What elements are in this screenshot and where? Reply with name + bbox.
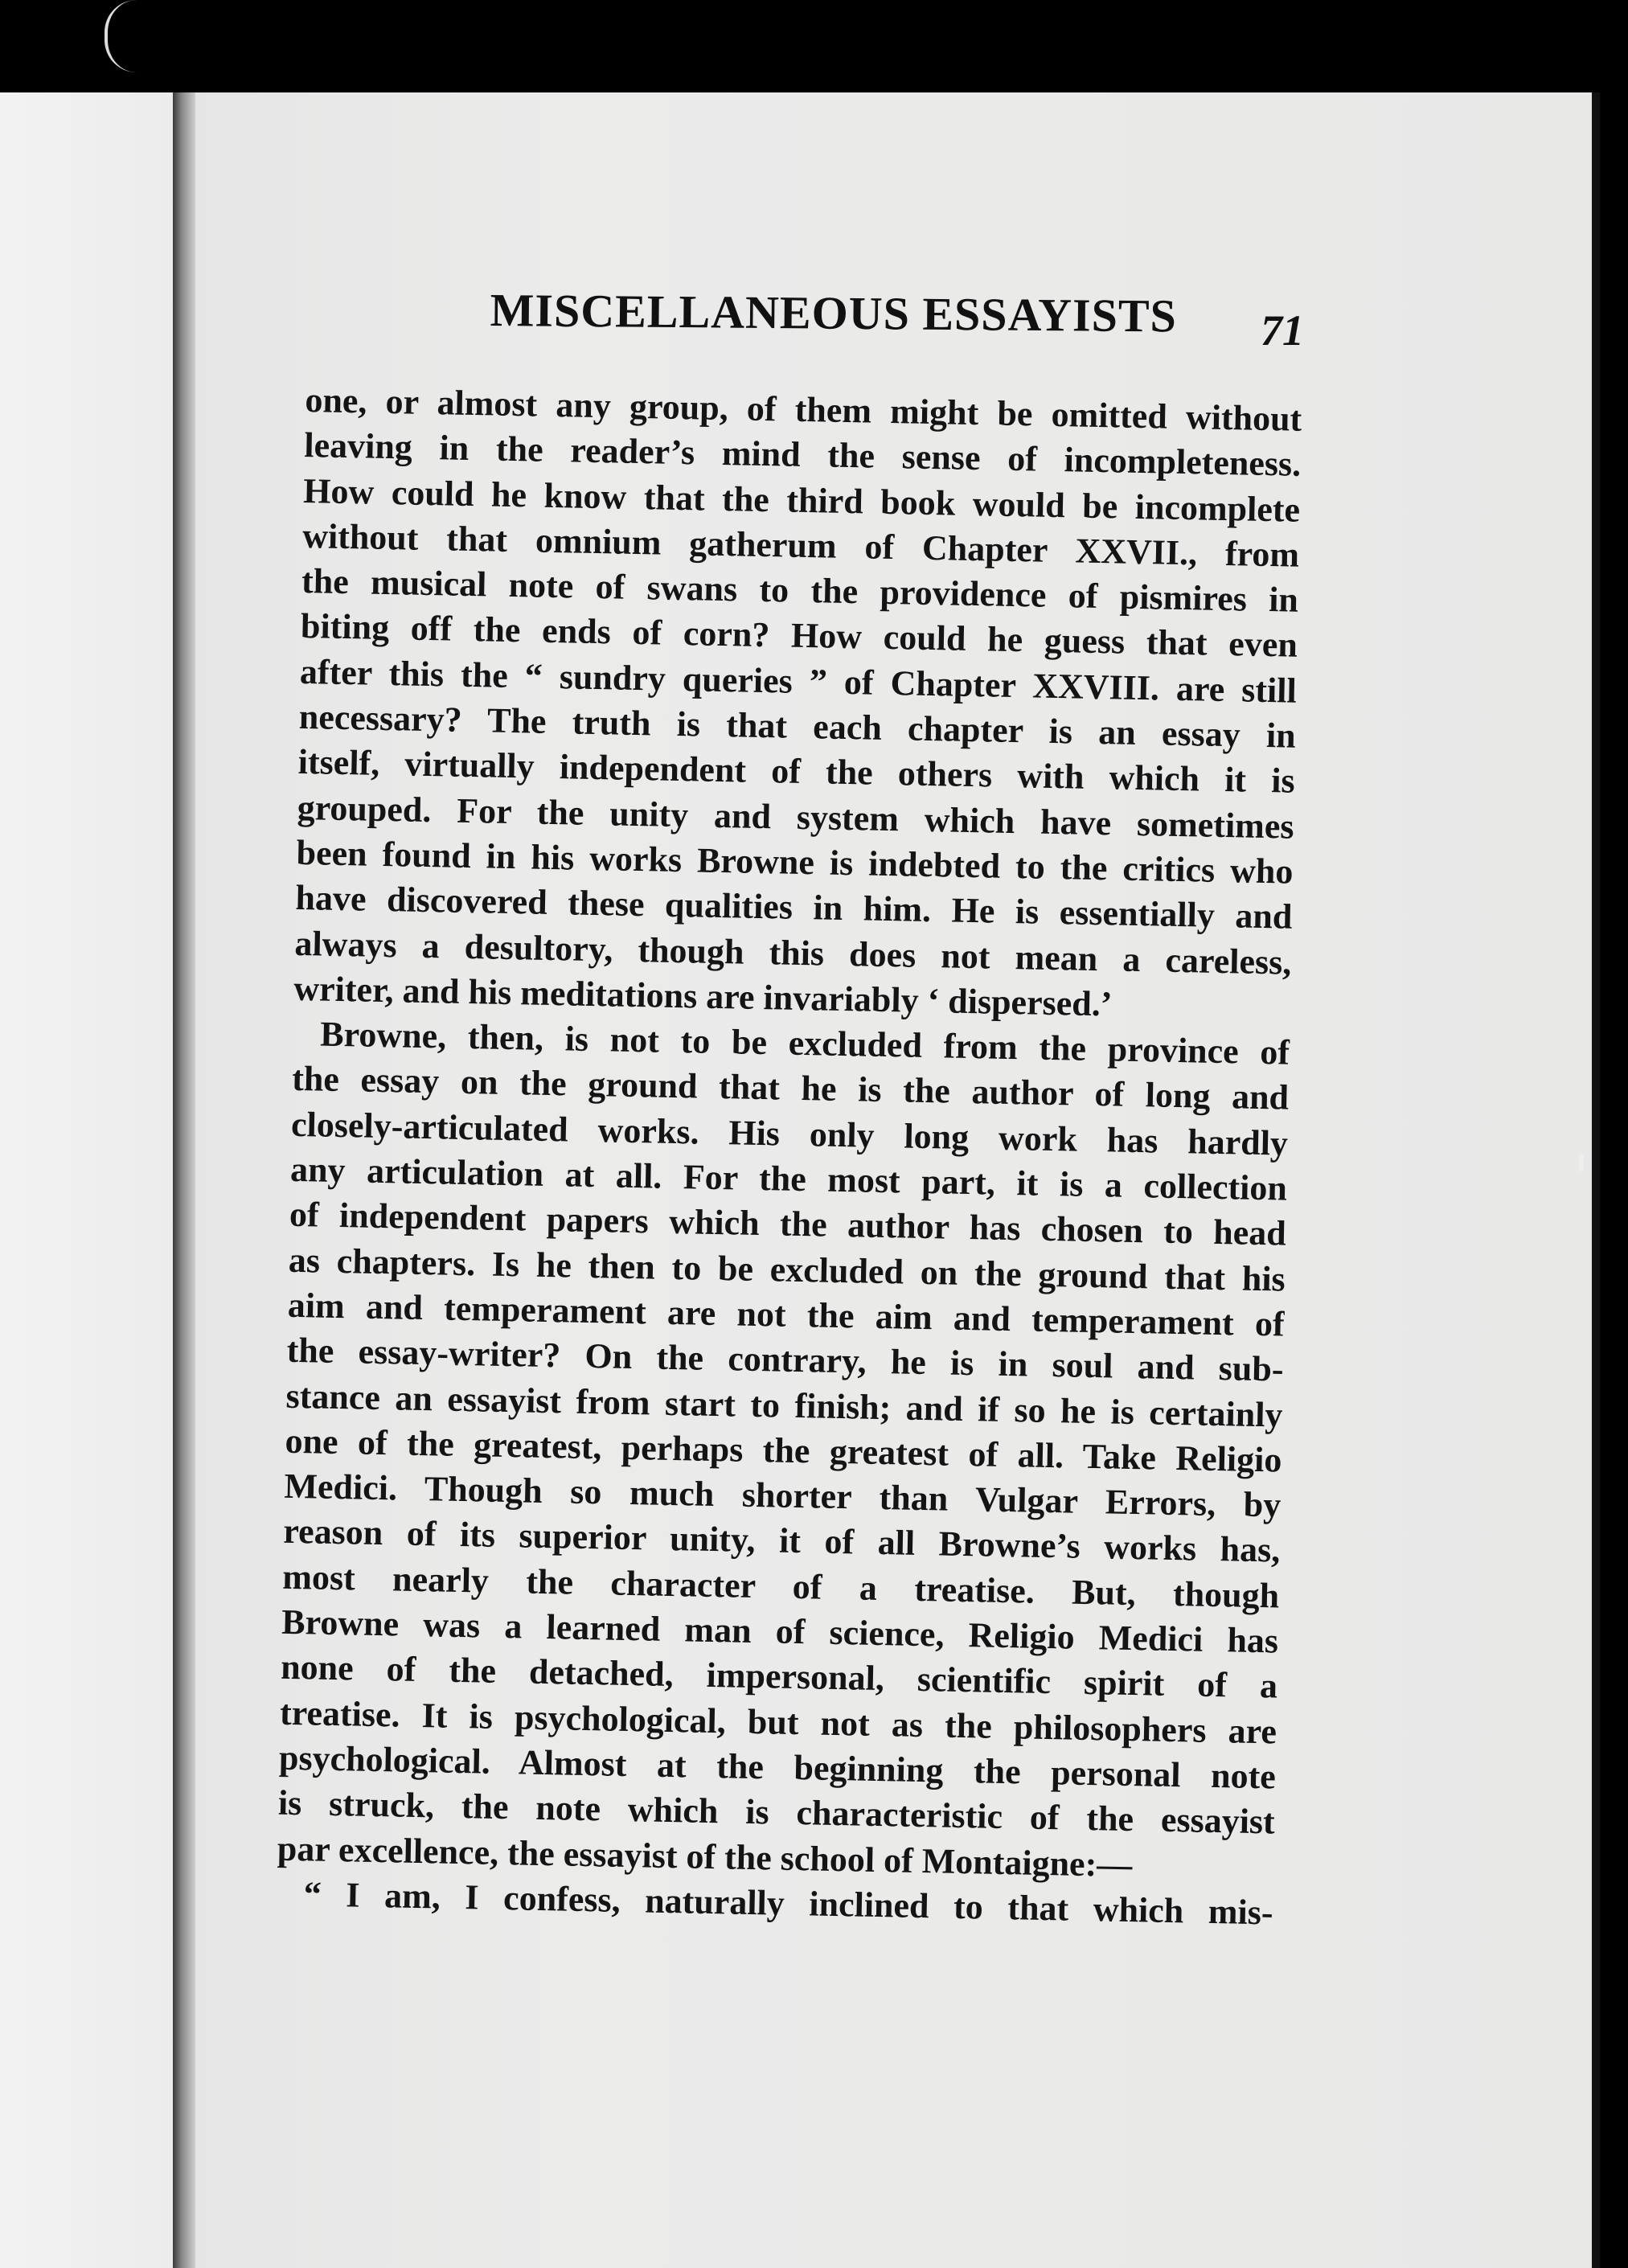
text-line: “ I am, I confess, naturally inclined to that which mis- bbox=[303, 1874, 1274, 1933]
text-line: Browne, then, is not to be excluded from the province of bbox=[319, 1014, 1290, 1072]
edge-smudge bbox=[1579, 1154, 1584, 1171]
body-text bbox=[276, 378, 1302, 1936]
text-line: been found in his works Browne is indebted to the critics who bbox=[296, 832, 1294, 892]
text-line: always a desultory, though this does not mean a careless, bbox=[294, 923, 1292, 982]
text-line: closely-articulated works. His only long work has hardly bbox=[290, 1104, 1289, 1163]
text-line: Browne was a learned man of science, Religio Medici has bbox=[281, 1602, 1279, 1661]
text-line: leaving in the reader’s mind the sense of incompleteness. bbox=[303, 425, 1302, 485]
text-line: How could he know that the third book would be incomplete bbox=[302, 470, 1301, 530]
text-line: the essay on the ground that he is the author of long and bbox=[291, 1059, 1290, 1118]
text-line: biting off the ends of corn? How could he guess that even bbox=[300, 606, 1298, 666]
running-title: MISCELLANEOUS ESSAYISTS bbox=[490, 283, 1178, 342]
text-line: grouped. For the unity and system which have sometimes bbox=[297, 787, 1294, 847]
text-line: psychological. Almost at the beginning the personal note bbox=[278, 1737, 1277, 1797]
text-line: necessary? The truth is that each chapter is an essay in bbox=[298, 697, 1297, 756]
page-corner-mark bbox=[105, 0, 140, 72]
text-line: writer, and his meditations are invariably ‘ dispersed.’ bbox=[293, 968, 1113, 1024]
page-number: 71 bbox=[1261, 306, 1304, 355]
text-line: aim and temperament are not the aim and temperament of bbox=[287, 1285, 1286, 1344]
text-line: par excellence, the essayist of the school of Montaigne:— bbox=[277, 1828, 1133, 1885]
text-line: stance an essayist from start to finish; and if so he is certainly bbox=[285, 1376, 1283, 1435]
text-line: the essay-writer? On the contrary, he is in soul and sub- bbox=[286, 1331, 1285, 1389]
text-line: Medici. Though so much shorter than Vulgar Errors, by bbox=[284, 1466, 1281, 1525]
text-line: one of the greatest, perhaps the greatest of all. Take Religio bbox=[285, 1421, 1282, 1480]
text-line: itself, virtually independent of the others with which it is bbox=[297, 742, 1296, 802]
text-line: have discovered these qualities in him. He is essentially and bbox=[295, 878, 1293, 937]
text-line: the musical note of swans to the providence of pismires in bbox=[301, 561, 1299, 620]
text-line: none of the detached, impersonal, scientific spirit of a bbox=[280, 1647, 1278, 1706]
facing-page-edge bbox=[0, 92, 173, 2268]
binding-gutter bbox=[173, 92, 195, 2268]
text-line: as chapters. Is he then to be excluded on the ground that his bbox=[288, 1240, 1286, 1299]
text-line: without that omnium gatherum of Chapter XXVII., from bbox=[301, 515, 1300, 575]
text-line: of independent papers which the author has chosen to head bbox=[289, 1195, 1287, 1253]
text-line: one, or almost any group, of them might be omitted without bbox=[305, 379, 1302, 439]
text-line: is struck, the note which is characteristic of the essayist bbox=[277, 1782, 1276, 1842]
text-line: after this the “ sundry queries ” of Chapter XXVIII. are still bbox=[299, 651, 1298, 711]
text-line: any articulation at all. For the most part, it is a collection bbox=[289, 1149, 1288, 1208]
text-line: treatise. It is psychological, but not as the philosophers are bbox=[279, 1692, 1277, 1752]
page-right-edge bbox=[1592, 92, 1600, 2268]
text-line: reason of its superior unity, it of all Browne’s works has, bbox=[282, 1511, 1281, 1570]
text-line: most nearly the character of a treatise. But, though bbox=[281, 1556, 1280, 1616]
